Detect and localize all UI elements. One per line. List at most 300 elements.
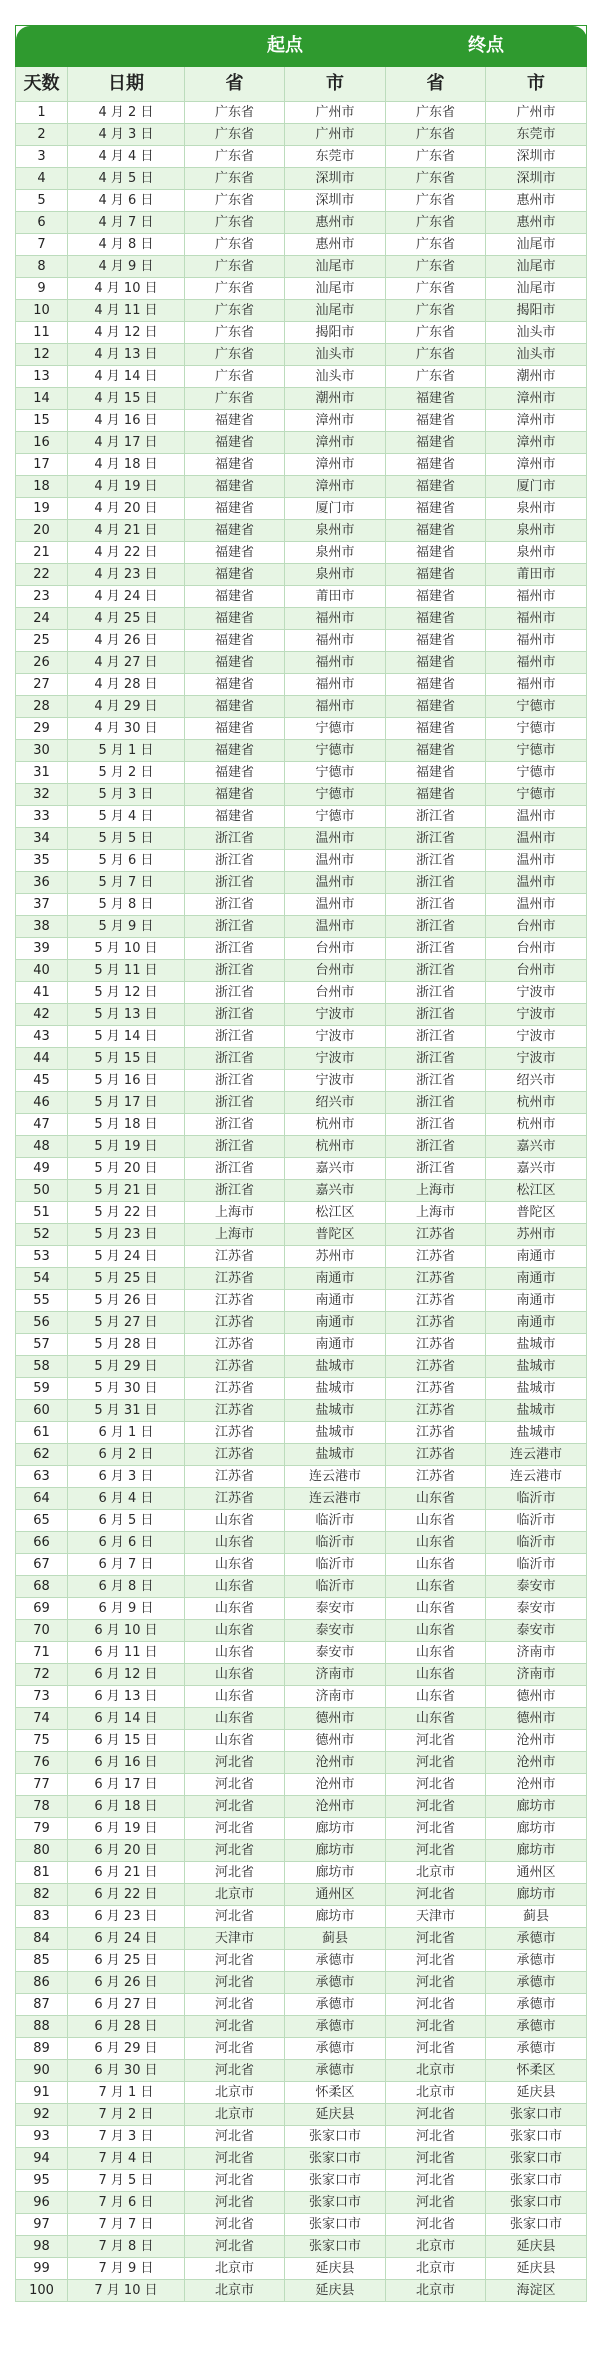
end-city-cell: 南通市 [486,1246,587,1268]
date-cell: 7 月 1 日 [68,2082,185,2104]
end-city-cell: 张家口市 [486,2170,587,2192]
date-cell: 5 月 15 日 [68,1048,185,1070]
start-city-cell: 绍兴市 [285,1092,386,1114]
end-city-cell: 承德市 [486,2016,587,2038]
start-province-cell: 广东省 [185,102,285,124]
end-province-cell: 福建省 [386,542,486,564]
end-province-cell: 上海市 [386,1202,486,1224]
end-province-cell: 江苏省 [386,1334,486,1356]
end-city-cell: 福州市 [486,674,587,696]
table-row [16,674,587,696]
end-province-cell: 福建省 [386,476,486,498]
table-row [16,1466,587,1488]
end-province-cell: 山东省 [386,1708,486,1730]
table-body [16,102,587,2302]
day-cell: 72 [16,1664,68,1686]
end-province-cell: 福建省 [386,630,486,652]
start-city-cell: 普陀区 [285,1224,386,1246]
end-city-cell: 承德市 [486,1994,587,2016]
day-cell: 57 [16,1334,68,1356]
date-cell: 5 月 11 日 [68,960,185,982]
date-cell: 4 月 3 日 [68,124,185,146]
day-cell: 47 [16,1114,68,1136]
date-cell: 4 月 9 日 [68,256,185,278]
start-province-cell: 河北省 [185,2016,285,2038]
date-cell: 6 月 1 日 [68,1422,185,1444]
end-province-cell: 河北省 [386,1994,486,2016]
end-province-cell: 北京市 [386,2082,486,2104]
header-day: 天数 [16,67,68,102]
start-city-cell: 嘉兴市 [285,1158,386,1180]
end-city-cell: 廊坊市 [486,1796,587,1818]
end-city-cell: 沧州市 [486,1752,587,1774]
date-cell: 6 月 12 日 [68,1664,185,1686]
day-cell: 66 [16,1532,68,1554]
day-cell: 25 [16,630,68,652]
end-city-cell: 宁德市 [486,740,587,762]
start-province-cell: 河北省 [185,2192,285,2214]
date-cell: 6 月 10 日 [68,1620,185,1642]
end-province-cell: 福建省 [386,762,486,784]
start-province-cell: 浙江省 [185,894,285,916]
day-cell: 68 [16,1576,68,1598]
date-cell: 4 月 10 日 [68,278,185,300]
day-cell: 28 [16,696,68,718]
date-cell: 4 月 5 日 [68,168,185,190]
table-row [16,1576,587,1598]
table-row [16,2126,587,2148]
table-row [16,916,587,938]
end-city-cell: 德州市 [486,1686,587,1708]
header-column-row [16,67,587,102]
end-city-cell: 厦门市 [486,476,587,498]
table-header [16,26,587,102]
end-province-cell: 上海市 [386,1180,486,1202]
day-cell: 23 [16,586,68,608]
end-city-cell: 张家口市 [486,2214,587,2236]
end-city-cell: 汕尾市 [486,278,587,300]
date-cell: 5 月 2 日 [68,762,185,784]
day-cell: 99 [16,2258,68,2280]
table-row [16,520,587,542]
start-province-cell: 江苏省 [185,1444,285,1466]
start-city-cell: 沧州市 [285,1796,386,1818]
table-row [16,1048,587,1070]
end-city-cell: 深圳市 [486,168,587,190]
table-row [16,190,587,212]
start-city-cell: 临沂市 [285,1554,386,1576]
date-cell: 4 月 25 日 [68,608,185,630]
date-cell: 6 月 19 日 [68,1818,185,1840]
date-cell: 5 月 30 日 [68,1378,185,1400]
start-city-cell: 张家口市 [285,2148,386,2170]
day-cell: 39 [16,938,68,960]
date-cell: 6 月 22 日 [68,1884,185,1906]
start-city-cell: 温州市 [285,894,386,916]
end-city-cell: 南通市 [486,1268,587,1290]
table-row [16,1664,587,1686]
start-province-cell: 山东省 [185,1598,285,1620]
table-row [16,388,587,410]
header-date: 日期 [68,67,185,102]
start-province-cell: 浙江省 [185,1048,285,1070]
table-row [16,784,587,806]
start-city-cell: 延庆县 [285,2104,386,2126]
start-city-cell: 德州市 [285,1730,386,1752]
table-row [16,1972,587,1994]
start-city-cell: 台州市 [285,982,386,1004]
table-row [16,1488,587,1510]
start-city-cell: 漳州市 [285,454,386,476]
start-city-cell: 福州市 [285,652,386,674]
start-city-cell: 福州市 [285,608,386,630]
day-cell: 2 [16,124,68,146]
day-cell: 36 [16,872,68,894]
start-city-cell: 承德市 [285,1994,386,2016]
end-city-cell: 汕尾市 [486,234,587,256]
end-city-cell: 廊坊市 [486,1884,587,1906]
start-province-cell: 浙江省 [185,916,285,938]
start-city-cell: 临沂市 [285,1576,386,1598]
start-province-cell: 河北省 [185,2148,285,2170]
table-row [16,630,587,652]
end-province-cell: 福建省 [386,564,486,586]
table-row [16,1818,587,1840]
end-city-cell: 廊坊市 [486,1840,587,1862]
start-province-cell: 江苏省 [185,1334,285,1356]
end-city-cell: 承德市 [486,1928,587,1950]
day-cell: 45 [16,1070,68,1092]
table-row [16,322,587,344]
start-province-cell: 浙江省 [185,1180,285,1202]
day-cell: 48 [16,1136,68,1158]
date-cell: 6 月 4 日 [68,1488,185,1510]
date-cell: 5 月 18 日 [68,1114,185,1136]
start-province-cell: 浙江省 [185,938,285,960]
table-row [16,146,587,168]
end-province-cell: 浙江省 [386,894,486,916]
start-city-cell: 连云港市 [285,1488,386,1510]
end-city-cell: 怀柔区 [486,2060,587,2082]
date-cell: 6 月 29 日 [68,2038,185,2060]
start-province-cell: 山东省 [185,1730,285,1752]
table-row [16,1774,587,1796]
end-province-cell: 河北省 [386,1950,486,1972]
end-city-cell: 沧州市 [486,1774,587,1796]
day-cell: 55 [16,1290,68,1312]
end-city-cell: 温州市 [486,828,587,850]
start-city-cell: 广州市 [285,124,386,146]
table-row [16,1708,587,1730]
table-row [16,1620,587,1642]
end-city-cell: 盐城市 [486,1356,587,1378]
start-city-cell: 盐城市 [285,1356,386,1378]
table-row [16,300,587,322]
start-city-cell: 福州市 [285,630,386,652]
start-city-cell: 盐城市 [285,1444,386,1466]
date-cell: 5 月 13 日 [68,1004,185,1026]
day-cell: 6 [16,212,68,234]
end-province-cell: 浙江省 [386,806,486,828]
itinerary-table [15,25,587,2302]
table-row [16,2258,587,2280]
start-city-cell: 泰安市 [285,1620,386,1642]
start-province-cell: 河北省 [185,2170,285,2192]
start-province-cell: 河北省 [185,1840,285,1862]
day-cell: 64 [16,1488,68,1510]
start-city-cell: 宁波市 [285,1026,386,1048]
end-city-cell: 连云港市 [486,1466,587,1488]
date-cell: 7 月 9 日 [68,2258,185,2280]
table-row [16,1202,587,1224]
day-cell: 4 [16,168,68,190]
start-city-cell: 张家口市 [285,2170,386,2192]
end-city-cell: 宁德市 [486,718,587,740]
start-province-cell: 河北省 [185,1818,285,1840]
end-city-cell: 深圳市 [486,146,587,168]
end-city-cell: 台州市 [486,916,587,938]
day-cell: 14 [16,388,68,410]
table-row [16,1598,587,1620]
end-city-cell: 承德市 [486,1950,587,1972]
end-province-cell: 河北省 [386,1884,486,1906]
end-city-cell: 广州市 [486,102,587,124]
table-row [16,168,587,190]
start-city-cell: 汕头市 [285,344,386,366]
day-cell: 59 [16,1378,68,1400]
end-city-cell: 济南市 [486,1664,587,1686]
end-province-cell: 江苏省 [386,1444,486,1466]
end-province-cell: 广东省 [386,212,486,234]
date-cell: 5 月 10 日 [68,938,185,960]
start-province-cell: 福建省 [185,740,285,762]
day-cell: 75 [16,1730,68,1752]
end-city-cell: 福州市 [486,586,587,608]
end-province-cell: 浙江省 [386,982,486,1004]
start-city-cell: 宁德市 [285,718,386,740]
date-cell: 4 月 14 日 [68,366,185,388]
end-city-cell: 济南市 [486,1642,587,1664]
day-cell: 87 [16,1994,68,2016]
start-city-cell: 漳州市 [285,410,386,432]
day-cell: 9 [16,278,68,300]
start-province-cell: 河北省 [185,1752,285,1774]
day-cell: 51 [16,1202,68,1224]
table-row [16,1906,587,1928]
table-row [16,828,587,850]
date-cell: 4 月 23 日 [68,564,185,586]
start-province-cell: 广东省 [185,366,285,388]
day-cell: 100 [16,2280,68,2302]
day-cell: 38 [16,916,68,938]
date-cell: 6 月 6 日 [68,1532,185,1554]
date-cell: 6 月 30 日 [68,2060,185,2082]
end-province-cell: 河北省 [386,1774,486,1796]
date-cell: 4 月 20 日 [68,498,185,520]
end-province-cell: 福建省 [386,696,486,718]
start-province-cell: 浙江省 [185,850,285,872]
table-row [16,234,587,256]
table-row [16,652,587,674]
end-province-cell: 河北省 [386,1972,486,1994]
start-province-cell: 山东省 [185,1510,285,1532]
day-cell: 32 [16,784,68,806]
start-province-cell: 江苏省 [185,1290,285,1312]
table-row [16,1884,587,1906]
start-province-cell: 福建省 [185,696,285,718]
start-province-cell: 广东省 [185,256,285,278]
table-row [16,1378,587,1400]
end-province-cell: 广东省 [386,124,486,146]
date-cell: 7 月 2 日 [68,2104,185,2126]
end-province-cell: 广东省 [386,366,486,388]
start-province-cell: 山东省 [185,1686,285,1708]
end-city-cell: 温州市 [486,806,587,828]
start-city-cell: 杭州市 [285,1114,386,1136]
date-cell: 5 月 20 日 [68,1158,185,1180]
end-province-cell: 广东省 [386,190,486,212]
end-province-cell: 浙江省 [386,828,486,850]
date-cell: 4 月 19 日 [68,476,185,498]
date-cell: 4 月 16 日 [68,410,185,432]
table-row [16,1180,587,1202]
start-city-cell: 宁德市 [285,740,386,762]
day-cell: 85 [16,1950,68,1972]
day-cell: 26 [16,652,68,674]
start-city-cell: 泉州市 [285,542,386,564]
date-cell: 5 月 14 日 [68,1026,185,1048]
date-cell: 4 月 22 日 [68,542,185,564]
date-cell: 5 月 5 日 [68,828,185,850]
date-cell: 4 月 11 日 [68,300,185,322]
day-cell: 89 [16,2038,68,2060]
end-city-cell: 泰安市 [486,1598,587,1620]
end-city-cell: 苏州市 [486,1224,587,1246]
day-cell: 65 [16,1510,68,1532]
day-cell: 82 [16,1884,68,1906]
end-province-cell: 浙江省 [386,850,486,872]
end-city-cell: 普陀区 [486,1202,587,1224]
start-province-cell: 浙江省 [185,872,285,894]
table-row [16,1510,587,1532]
start-province-cell: 福建省 [185,564,285,586]
start-city-cell: 南通市 [285,1268,386,1290]
end-province-cell: 福建省 [386,520,486,542]
day-cell: 88 [16,2016,68,2038]
end-province-cell: 江苏省 [386,1422,486,1444]
date-cell: 4 月 2 日 [68,102,185,124]
date-cell: 5 月 25 日 [68,1268,185,1290]
table-row [16,542,587,564]
table-row [16,740,587,762]
end-province-cell: 广东省 [386,256,486,278]
end-province-cell: 山东省 [386,1510,486,1532]
start-city-cell: 廊坊市 [285,1906,386,1928]
day-cell: 22 [16,564,68,586]
date-cell: 6 月 5 日 [68,1510,185,1532]
date-cell: 5 月 16 日 [68,1070,185,1092]
start-province-cell: 山东省 [185,1664,285,1686]
date-cell: 5 月 27 日 [68,1312,185,1334]
end-city-cell: 宁德市 [486,696,587,718]
start-province-cell: 广东省 [185,146,285,168]
start-province-cell: 山东省 [185,1642,285,1664]
end-province-cell: 江苏省 [386,1400,486,1422]
start-city-cell: 临沂市 [285,1532,386,1554]
start-province-cell: 浙江省 [185,1026,285,1048]
table-row [16,432,587,454]
date-cell: 4 月 17 日 [68,432,185,454]
day-cell: 50 [16,1180,68,1202]
start-province-cell: 江苏省 [185,1488,285,1510]
start-province-cell: 福建省 [185,718,285,740]
start-city-cell: 汕尾市 [285,278,386,300]
day-cell: 94 [16,2148,68,2170]
day-cell: 79 [16,1818,68,1840]
end-city-cell: 台州市 [486,938,587,960]
date-cell: 6 月 17 日 [68,1774,185,1796]
day-cell: 74 [16,1708,68,1730]
table-row [16,586,587,608]
table-row [16,366,587,388]
start-city-cell: 宁波市 [285,1004,386,1026]
end-province-cell: 福建省 [386,586,486,608]
start-city-cell: 通州区 [285,1884,386,1906]
day-cell: 61 [16,1422,68,1444]
day-cell: 98 [16,2236,68,2258]
start-city-cell: 泰安市 [285,1598,386,1620]
end-city-cell: 泰安市 [486,1620,587,1642]
end-province-cell: 山东省 [386,1488,486,1510]
end-city-cell: 福州市 [486,652,587,674]
end-city-cell: 张家口市 [486,2192,587,2214]
date-cell: 5 月 9 日 [68,916,185,938]
table-row [16,1114,587,1136]
day-cell: 19 [16,498,68,520]
day-cell: 73 [16,1686,68,1708]
day-cell: 27 [16,674,68,696]
start-province-cell: 浙江省 [185,1070,285,1092]
day-cell: 8 [16,256,68,278]
start-city-cell: 廊坊市 [285,1862,386,1884]
table-row [16,344,587,366]
end-province-cell: 北京市 [386,2060,486,2082]
end-province-cell: 浙江省 [386,938,486,960]
start-province-cell: 河北省 [185,1906,285,1928]
day-cell: 80 [16,1840,68,1862]
start-city-cell: 东莞市 [285,146,386,168]
end-city-cell: 承德市 [486,2038,587,2060]
start-province-cell: 福建省 [185,542,285,564]
start-city-cell: 宁德市 [285,784,386,806]
start-city-cell: 蓟县 [285,1928,386,1950]
start-province-cell: 天津市 [185,1928,285,1950]
start-province-cell: 广东省 [185,278,285,300]
date-cell: 5 月 29 日 [68,1356,185,1378]
day-cell: 30 [16,740,68,762]
end-city-cell: 临沂市 [486,1554,587,1576]
date-cell: 5 月 8 日 [68,894,185,916]
end-province-cell: 江苏省 [386,1378,486,1400]
start-city-cell: 廊坊市 [285,1840,386,1862]
start-province-cell: 江苏省 [185,1378,285,1400]
start-province-cell: 福建省 [185,432,285,454]
date-cell: 4 月 28 日 [68,674,185,696]
date-cell: 4 月 12 日 [68,322,185,344]
day-cell: 95 [16,2170,68,2192]
start-province-cell: 江苏省 [185,1356,285,1378]
start-city-cell: 承德市 [285,2016,386,2038]
